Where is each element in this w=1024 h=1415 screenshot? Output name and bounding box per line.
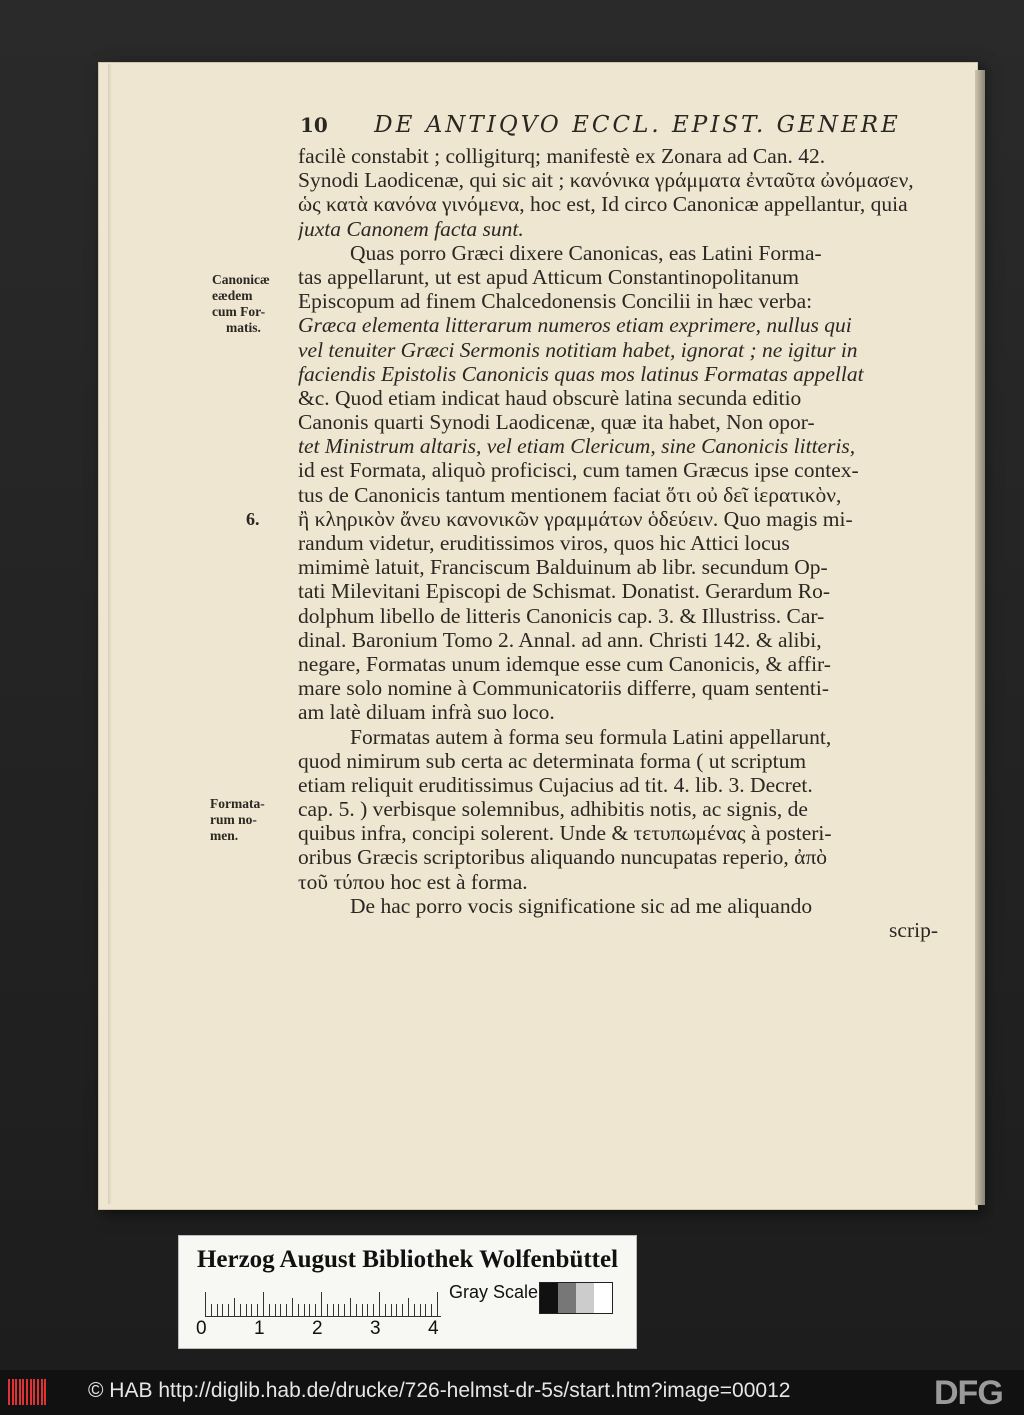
- ruler-tick: [228, 1304, 229, 1316]
- ruler-tick: [402, 1304, 403, 1316]
- ruler-tick: [315, 1304, 316, 1316]
- ruler-tick: [263, 1292, 264, 1316]
- ruler-tick: [437, 1292, 438, 1316]
- gray-scale-swatches: [539, 1282, 613, 1314]
- gray-swatch: [540, 1283, 558, 1313]
- barcode-bar: [30, 1379, 32, 1405]
- ruler-tick: [292, 1298, 293, 1316]
- text-line: am latè diluam infrà suo loco.: [298, 700, 555, 725]
- text-line: De hac porro vocis significatione sic ad me aliquando: [350, 893, 813, 918]
- gray-swatch: [594, 1283, 612, 1313]
- margin-note-line: Formata-: [210, 796, 265, 811]
- margin-note-line: men.: [210, 828, 239, 843]
- page-right-edge: [975, 70, 985, 1205]
- barcode-bar: [33, 1379, 35, 1405]
- ruler-scale: [205, 1286, 441, 1328]
- gray-swatch: [558, 1283, 576, 1313]
- ruler-tick: [420, 1304, 421, 1316]
- barcode-bar: [44, 1379, 46, 1405]
- text-line: randum videtur, eruditissimos viros, quos hic Attici locus: [298, 531, 790, 555]
- text-line: vel tenuiter Græci Sermonis notitiam habet, ignorat ; ne igitur in: [298, 337, 858, 362]
- text-line: &c. Quod etiam indicat haud obscurè latina secunda editio: [298, 385, 802, 410]
- ruler-tick: [333, 1304, 334, 1316]
- ruler-tick: [269, 1304, 270, 1316]
- barcode-bar: [15, 1379, 17, 1405]
- viewer-footer: [0, 1370, 1024, 1415]
- margin-note-line: Canonicæ: [212, 272, 270, 287]
- margin-note-line: matis.: [226, 320, 261, 335]
- text-line: facilè constabit ; colligiturq; manifestè ex Zonara ad Can. 42.: [298, 144, 826, 168]
- ruler-tick: [379, 1292, 380, 1316]
- source-url[interactable]: © HAB http://diglib.hab.de/drucke/726-helmst-dr-5s/start.htm?image=00012: [88, 1379, 791, 1402]
- text-line: cap. 5. ) verbisque solemnibus, adhibitis notis, ac signis, de: [298, 797, 808, 822]
- barcode-bar: [12, 1379, 14, 1405]
- running-header: [300, 112, 940, 146]
- text-line: faciendis Epistolis Canonicis quas mos latinus Formatas appellat: [298, 361, 864, 386]
- text-line: dolphum libello de litteris Canonicis cap. 3. & Illustriss. Car-: [298, 603, 825, 628]
- gray-swatch: [576, 1283, 594, 1313]
- ruler-tick: [251, 1304, 252, 1316]
- text-line: mimimè latuit, Franciscum Balduinum ab libr. secundum Op-: [298, 555, 828, 580]
- text-line: ὡς κατὰ κανόνα γινόμενα, hoc est, Id circo Canonicæ appellantur, quia: [298, 192, 908, 217]
- ruler-tick: [211, 1304, 212, 1316]
- text-line: tet Ministrum altaris, vel etiam Clericum, sine Canonicis litteris,: [298, 434, 856, 459]
- text-line: mare solo nomine à Communicatoriis differre, quam sententi-: [298, 676, 829, 701]
- ruler-baseline: [205, 1316, 441, 1317]
- ruler-number: 1: [254, 1318, 265, 1339]
- barcode-bar: [19, 1379, 21, 1405]
- section-number: 6.: [246, 509, 260, 529]
- barcode-bar: [22, 1379, 24, 1405]
- text-line: dinal. Baronium Tomo 2. Annal. ad ann. Christi 142. & alibi,: [298, 627, 822, 652]
- text-line: tati Milevitani Episcopi de Schismat. Donatist. Gerardum Ro-: [298, 579, 831, 604]
- barcode-bar: [41, 1379, 43, 1405]
- ruler-tick: [304, 1304, 305, 1316]
- ruler-tick: [275, 1304, 276, 1316]
- ruler-tick: [414, 1304, 415, 1316]
- ruler-tick: [373, 1304, 374, 1316]
- margin-note-line: eædem: [212, 288, 253, 303]
- ruler-tick: [327, 1304, 328, 1316]
- text-line: id est Formata, aliquò proficisci, cum tamen Græcus ipse contex-: [298, 458, 859, 483]
- ruler-tick: [431, 1304, 432, 1316]
- text-line: quibus infra, concipi solerent. Unde & τετυπωμένας à posteri-: [298, 821, 832, 846]
- ruler-tick: [344, 1304, 345, 1316]
- ruler-number: 0: [196, 1318, 207, 1339]
- text-line: Episcopum ad finem Chalcedonensis Concilii in hæc verba:: [298, 289, 813, 314]
- running-title: DE ANTIQVO ECCL. EPIST. GENERE: [374, 112, 901, 138]
- ruler-tick: [222, 1304, 223, 1316]
- ruler-tick: [338, 1304, 339, 1316]
- ruler-tick: [286, 1304, 287, 1316]
- ruler-tick: [408, 1298, 409, 1316]
- text-line: Canonis quarti Synodi Laodicenæ, quæ ita habet, Non opor-: [298, 410, 815, 435]
- ruler-tick: [298, 1304, 299, 1316]
- ruler-tick: [350, 1298, 351, 1316]
- library-name: Herzog August Bibliothek Wolfenbüttel: [196, 1246, 619, 1273]
- ruler-number: 2: [312, 1318, 323, 1339]
- barcode-icon: [8, 1379, 48, 1405]
- text-line: negare, Formatas unum idemque esse cum Canonicis, & affir-: [298, 651, 831, 676]
- text-line: etiam reliquit eruditissimus Cujacius ad tit. 4. lib. 3. Decret.: [298, 772, 813, 797]
- gray-scale-label: Gray Scale: [449, 1282, 539, 1302]
- ruler-number: 4: [428, 1318, 439, 1339]
- text-line: quod nimirum sub certa ac determinata forma ( ut scriptum: [298, 748, 807, 773]
- page-folio: 10: [300, 113, 328, 137]
- ruler-tick: [246, 1304, 247, 1316]
- ruler-tick: [309, 1304, 310, 1316]
- ruler-tick: [391, 1304, 392, 1316]
- ruler-tick: [321, 1292, 322, 1316]
- margin-note-canonicae: [212, 272, 270, 336]
- ruler-tick: [425, 1304, 426, 1316]
- body-text: [298, 144, 938, 942]
- text-line: tas appellarunt, ut est apud Atticum Constantinopolitanum: [298, 264, 799, 289]
- barcode-bar: [26, 1379, 28, 1405]
- color-target-card: [178, 1235, 637, 1349]
- barcode-bar: [8, 1379, 10, 1405]
- text-line: Quas porro Græci dixere Canonicas, eas Latini Forma-: [350, 240, 822, 265]
- text-line: τοῦ τύπου hoc est à forma.: [298, 869, 528, 894]
- ruler-tick: [356, 1304, 357, 1316]
- margin-note-formatarum: [210, 796, 265, 844]
- text-line: tus de Canonicis tantum mentionem faciat ὅτι οὐ δεῖ ἱερατικὸν,: [298, 482, 842, 507]
- page-gutter-edge: [108, 64, 112, 1204]
- text-line: Synodi Laodicenæ, qui sic ait ; κανόνικα γράμματα ἐνταῦτα ὠνόμασεν,: [298, 168, 914, 193]
- barcode-bar: [37, 1379, 39, 1405]
- ruler-tick: [217, 1304, 218, 1316]
- ruler-tick: [234, 1298, 235, 1316]
- ruler-tick: [367, 1304, 368, 1316]
- ruler-tick: [205, 1292, 206, 1316]
- margin-note-line: cum For-: [212, 304, 266, 319]
- text-line: ἢ κληρικὸν ἄνευ κανονικῶν γραμμάτων ὁδεύειν. Quo magis mi-: [298, 506, 853, 531]
- text-line: scrip-: [889, 918, 938, 942]
- dfg-logo: DFG: [934, 1374, 1003, 1412]
- text-line: Græca elementa litterarum numeros etiam exprimere, nullus qui: [298, 313, 852, 338]
- margin-note-line: rum no-: [210, 812, 257, 827]
- ruler-tick: [240, 1304, 241, 1316]
- ruler-tick: [396, 1304, 397, 1316]
- text-line: juxta Canonem facta sunt.: [298, 216, 524, 241]
- ruler-tick: [257, 1304, 258, 1316]
- ruler-number: 3: [370, 1318, 381, 1339]
- text-line: Formatas autem à forma seu formula Latini appellarunt,: [350, 724, 832, 749]
- ruler-tick: [385, 1304, 386, 1316]
- text-line: oribus Græcis scriptoribus aliquando nuncupatas reperio, ἀπὸ: [298, 845, 828, 870]
- ruler-tick: [280, 1304, 281, 1316]
- ruler-tick: [362, 1304, 363, 1316]
